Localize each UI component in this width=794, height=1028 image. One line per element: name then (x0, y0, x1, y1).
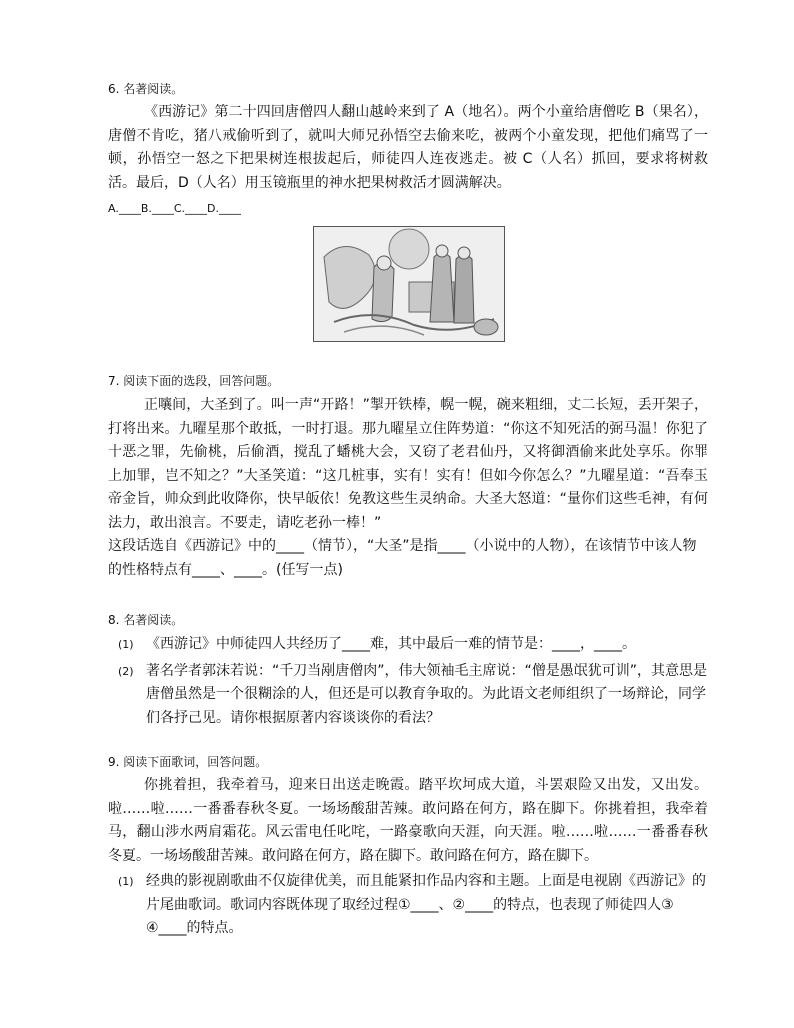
question-7-passage: 正嚷间，大圣到了。叫一声“开路！”掣开铁棒，幌一幌，碗来粗细，丈二长短，丢开架子，打将出来。九曜星那个敢抵，一时打退。那九曜星立住阵势道：“你这不知死活的弼马温！你犯了十恶之罪，先偷桃，后偷酒，搅乱了蟠桃大会，又窃了老君仙丹，又将御酒偷来此处享乐。你罪上加罪，岂不知之？”大圣笑道：“这几桩事，实有！实有！但如今你怎么？”九曜星道：“吾奉玉帝金旨，帅众到此收降你，快早皈依！免教这些生灵纳命。大圣大怒道：“量你们这些毛神，有何法力，敢出浪言。不要走，请吃老孙一棒！” (108, 397, 708, 531)
question-9-item-1 (108, 870, 708, 941)
illustration-image (314, 227, 504, 341)
question-9-lyrics: 你挑着担，我牵着马，迎来日出送走晚霞。踏平坎坷成大道，斗罢艰险又出发，又出发。啦……啦……一番番春秋冬夏。一场场酸甜苦辣。敢问路在何方，路在脚下。你挑着担，我牵着马，翻山涉水两肩霜花。风云雷电任叱咤，一路豪歌向天涯，向天涯。啦……啦……一番番春秋冬夏。一场场酸甜苦辣。敢问路在何方，路在脚下。敢问路在何方，路在脚下。 (108, 777, 708, 864)
item-number: (1) (118, 638, 134, 651)
question-9 (108, 752, 708, 941)
question-9-title: 9. 阅读下面歌词，回答问题。 (108, 755, 268, 769)
question-7-title: 7. 阅读下面的选段，回答问题。 (108, 374, 280, 388)
question-7-prompt: 这段话选自《西游记》中的____（情节），“大圣”是指____（小说中的人物），在该情节中该人物的性格特点有____、____。(任写一点) (108, 538, 697, 578)
question-8 (108, 610, 708, 730)
question-8-item-1 (108, 633, 708, 657)
question-8-title: 8. 名著阅读。 (108, 613, 184, 627)
question-7 (108, 371, 708, 582)
question-6-title: 6. 名著阅读。 (108, 82, 184, 96)
item-number: (1) (118, 875, 134, 888)
item-number: (2) (118, 664, 134, 678)
item-text: 经典的影视剧歌曲不仅旋律优美，而且能紧扣作品内容和主题。上面是电视剧《西游记》的片尾曲歌词。歌词内容既体现了取经过程①____、②____的特点，也表现了师徒四人③ ④____的特点。 (146, 873, 706, 936)
journey-west-illustration (313, 226, 505, 342)
question-6-answer-blanks: A.____B.____C.____D.____ (108, 202, 242, 215)
question-8-item-2 (108, 660, 708, 731)
question-6 (108, 79, 708, 219)
item-text: 《西游记》中师徒四人共经历了____难，其中最后一难的情节是：____，____。 (146, 636, 636, 652)
item-text: 著名学者郭沫若说：“千刀当剐唐僧肉”，伟大领袖毛主席说：“僧是愚氓犹可训”，其意思是唐僧虽然是一个很糊涂的人，但还是可以教育争取的。为此语文老师组织了一场辩论，同学们各抒己见。请你根据原著内容谈谈你的看法？ (146, 662, 708, 726)
question-6-paragraph: 《西游记》第二十四回唐僧四人翻山越岭来到了 A（地名）。两个小童给唐僧吃 B（果名），唐僧不肯吃，猪八戒偷听到了，就叫大师兄孙悟空去偷来吃，被两个小童发现，把他们痛骂了一顿，孙悟空一怒之下把果树连根拔起后，师徒四人连夜逃走。被 C（人名）抓回，要求将树救活。最后，D（人名）用玉镜瓶里的神水把果树救活才圆满解决。 (108, 104, 708, 191)
